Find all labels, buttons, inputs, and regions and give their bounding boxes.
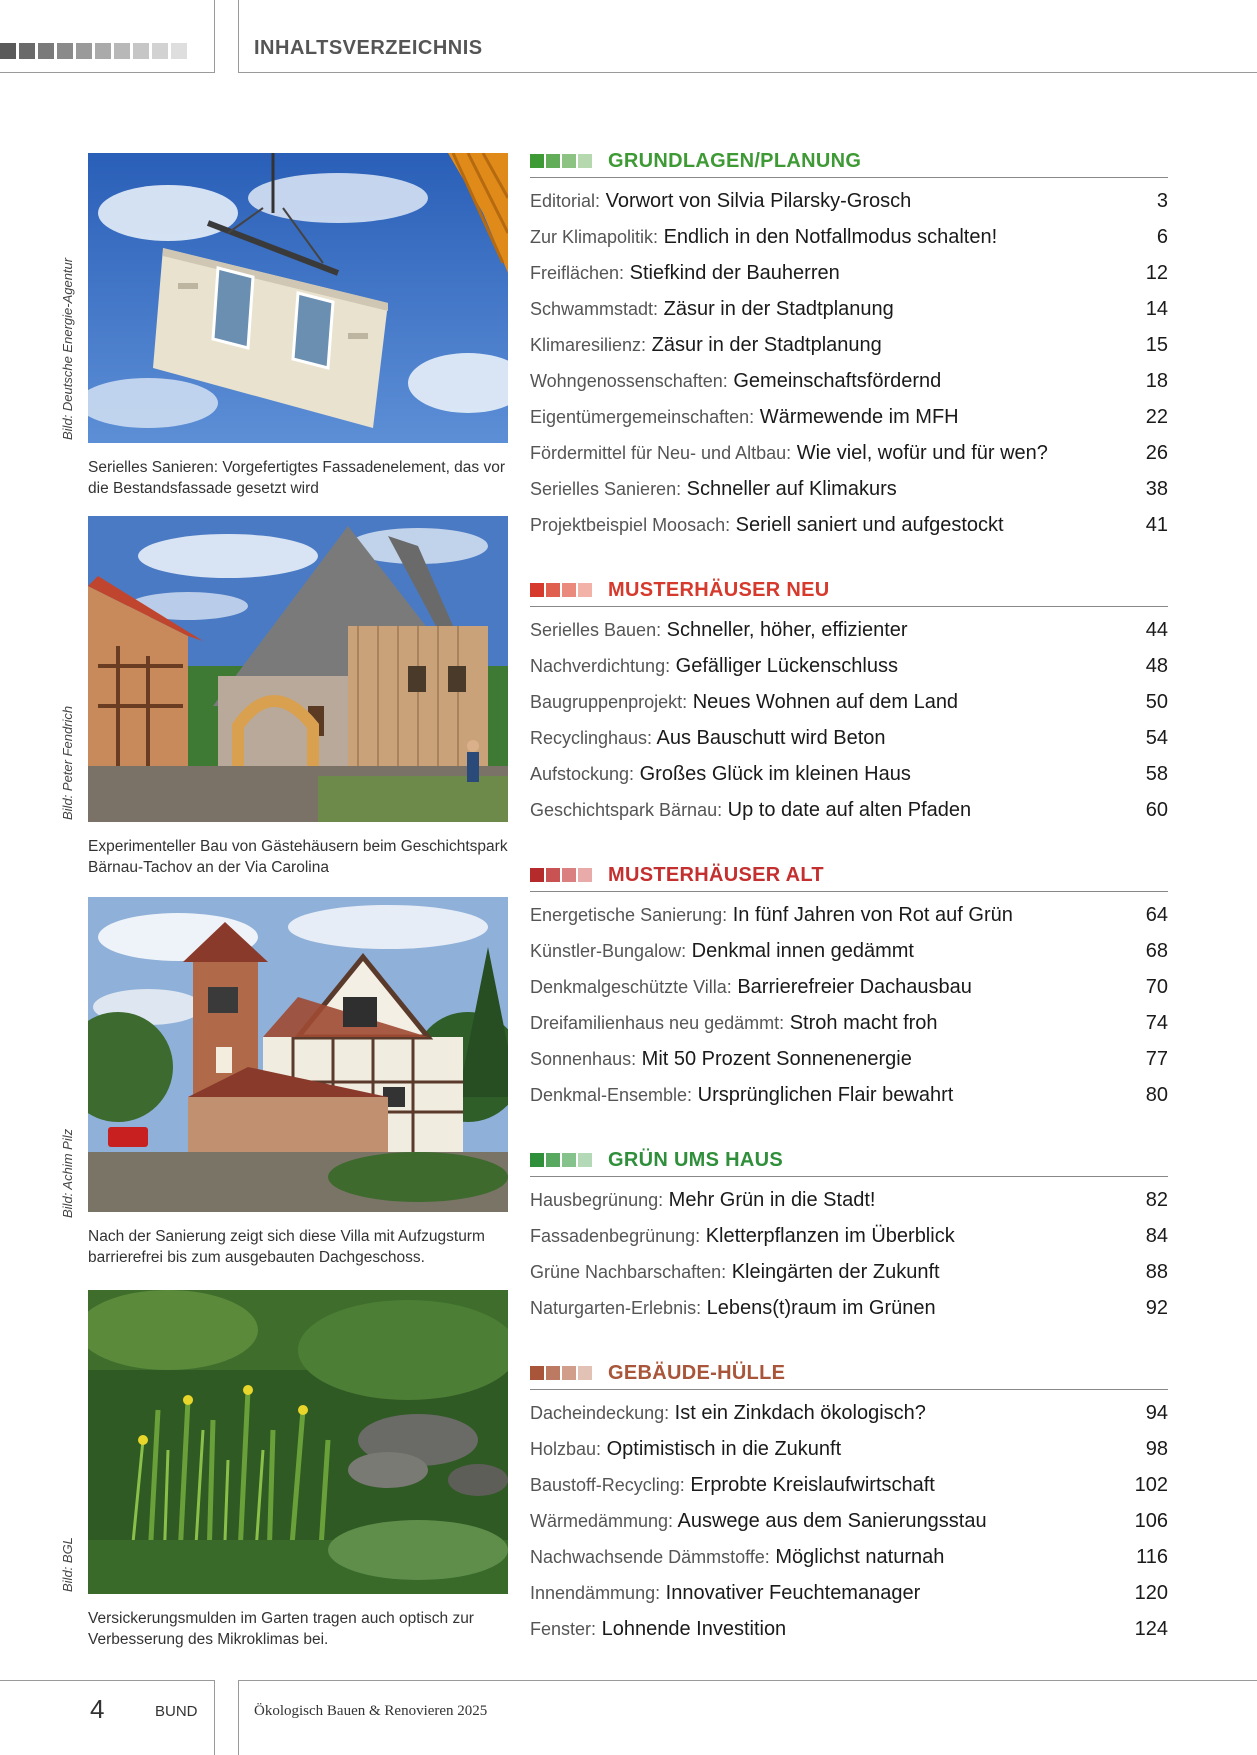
entry-page: 44: [1145, 619, 1168, 641]
entry-topic: Dreifamilienhaus neu gedämmt:: [530, 1013, 785, 1033]
photo-block-2: [88, 516, 508, 878]
toc-entry[interactable]: [530, 1041, 1168, 1077]
entry-page: 14: [1145, 298, 1168, 320]
header-square: [171, 43, 187, 59]
entry-title: Mehr Grün in die Stadt!: [668, 1189, 876, 1211]
section-square: [530, 868, 544, 882]
entry-title: Stiefkind der Bauherren: [629, 262, 840, 284]
entry-topic: Künstler-Bungalow:: [530, 941, 687, 961]
toc-section-musterhaeuser-neu: [530, 574, 1168, 828]
page-number: 4: [90, 1694, 105, 1724]
toc-entry[interactable]: [530, 648, 1168, 684]
section-title: MUSTERHÄUSER ALT: [608, 863, 824, 886]
section-entries: [530, 178, 1168, 543]
section-title: GRUNDLAGEN/PLANUNG: [608, 149, 862, 172]
toc-section-gruen-ums-haus: [530, 1144, 1168, 1326]
entry-title: Zäsur in der Stadtplanung: [663, 298, 894, 320]
entry-title: Neues Wohnen auf dem Land: [692, 691, 959, 713]
entry-page: 48: [1145, 655, 1168, 677]
entry-topic: Recyclinghaus:: [530, 728, 653, 748]
entry-title: Wie viel, wofür und für wen?: [796, 442, 1048, 464]
toc-entry[interactable]: [530, 1218, 1168, 1254]
entry-topic: Zur Klimapolitik:: [530, 227, 659, 247]
section-squares: [530, 1366, 592, 1380]
entry-title: Möglichst naturnah: [775, 1546, 945, 1568]
entry-title: Seriell saniert und aufgestockt: [735, 514, 1004, 536]
header-squares: [0, 43, 187, 59]
entry-title: Schneller auf Klimakurs: [686, 478, 897, 500]
entry-topic: Geschichtspark Bärnau:: [530, 800, 723, 820]
entry-page: 84: [1145, 1225, 1168, 1247]
entry-topic: Editorial:: [530, 191, 601, 211]
section-squares: [530, 154, 592, 168]
toc-entry[interactable]: [530, 327, 1168, 363]
toc-entry[interactable]: [530, 756, 1168, 792]
entry-page: 15: [1145, 334, 1168, 356]
entry-topic: Serielles Bauen:: [530, 620, 662, 640]
entry-page: 102: [1134, 1474, 1168, 1496]
toc-entry[interactable]: [530, 1467, 1168, 1503]
entry-title: Lohnende Investition: [601, 1618, 787, 1640]
entry-topic: Grüne Nachbarschaften:: [530, 1262, 727, 1282]
section-square: [546, 583, 560, 597]
photo-block-1: [88, 153, 508, 499]
entry-title: Kletterpflanzen im Überblick: [705, 1225, 955, 1247]
entry-page: 18: [1145, 370, 1168, 392]
toc-entry[interactable]: [530, 1611, 1168, 1647]
section-square: [530, 583, 544, 597]
toc-section-grundlagen: [530, 145, 1168, 543]
entry-title: Ist ein Zinkdach ökologisch?: [674, 1402, 926, 1424]
header-square: [95, 43, 111, 59]
entry-page: 98: [1145, 1438, 1168, 1460]
section-square: [562, 1366, 576, 1380]
entry-topic: Hausbegrünung:: [530, 1190, 664, 1210]
section-squares: [530, 583, 592, 597]
entry-title: Vorwort von Silvia Pilarsky-Grosch: [605, 190, 912, 212]
toc-entry[interactable]: [530, 219, 1168, 255]
entry-page: 88: [1145, 1261, 1168, 1283]
entry-topic: Fenster:: [530, 1619, 597, 1639]
section-title: GRÜN UMS HAUS: [608, 1148, 784, 1171]
entry-title: Mit 50 Prozent Sonnenenergie: [641, 1048, 912, 1070]
toc-entry[interactable]: [530, 1077, 1168, 1113]
section-square: [578, 1153, 592, 1167]
photo-credit: Bild: BGL: [60, 1537, 75, 1592]
entry-topic: Nachwachsende Dämmstoffe:: [530, 1547, 770, 1567]
entry-topic: Dacheindeckung:: [530, 1403, 670, 1423]
entry-topic: Wohngenossenschaften:: [530, 371, 728, 391]
entry-topic: Baustoff-Recycling:: [530, 1475, 685, 1495]
photo-block-3: [88, 897, 508, 1268]
section-header: [530, 1357, 1168, 1390]
photo-timber-houses: [88, 516, 508, 822]
toc-entry[interactable]: [530, 1575, 1168, 1611]
entry-title: Gemeinschaftsfördernd: [733, 370, 942, 392]
toc-entry[interactable]: [530, 612, 1168, 648]
header-square: [19, 43, 35, 59]
section-header: [530, 1144, 1168, 1177]
section-square: [562, 1153, 576, 1167]
entry-title: Denkmal innen gedämmt: [691, 940, 914, 962]
entry-page: 68: [1145, 940, 1168, 962]
entry-title: Wärmewende im MFH: [759, 406, 959, 428]
entry-page: 12: [1145, 262, 1168, 284]
entry-title: Schneller, höher, effizienter: [666, 619, 908, 641]
photo-caption: Serielles Sanieren: Vorgefertigtes Fassadenelement, das vor die Bestandsfassade gesetzt wird: [88, 459, 506, 497]
entry-title: Kleingärten der Zukunft: [731, 1261, 940, 1283]
toc-entry[interactable]: [530, 1503, 1168, 1539]
header-square: [38, 43, 54, 59]
entry-topic: Denkmal-Ensemble:: [530, 1085, 693, 1105]
toc-entry[interactable]: [530, 684, 1168, 720]
toc-entry[interactable]: [530, 792, 1168, 828]
header-square: [114, 43, 130, 59]
entry-title: Gefälliger Lückenschluss: [675, 655, 898, 677]
section-square: [562, 583, 576, 597]
toc-section-gebaeude-huelle: [530, 1357, 1168, 1647]
section-entries: [530, 892, 1168, 1113]
entry-topic: Aufstockung:: [530, 764, 635, 784]
toc-entry[interactable]: [530, 1431, 1168, 1467]
entry-title: Up to date auf alten Pfaden: [727, 799, 972, 821]
section-square: [562, 154, 576, 168]
section-entries: [530, 607, 1168, 828]
entry-page: 60: [1145, 799, 1168, 821]
header-square: [152, 43, 168, 59]
entry-topic: Baugruppenprojekt:: [530, 692, 688, 712]
entry-page: 80: [1145, 1084, 1168, 1106]
entry-topic: Energetische Sanierung:: [530, 905, 728, 925]
toc-entry[interactable]: [530, 1539, 1168, 1575]
header-left-box: [0, 0, 215, 73]
toc-entry[interactable]: [530, 435, 1168, 471]
entry-page: 58: [1145, 763, 1168, 785]
entry-title: Auswege aus dem Sanierungsstau: [677, 1510, 987, 1532]
toc-entry[interactable]: [530, 1254, 1168, 1290]
entry-title: Optimistisch in die Zukunft: [606, 1438, 842, 1460]
photo-block-4: [88, 1290, 508, 1650]
entry-topic: Sonnenhaus:: [530, 1049, 637, 1069]
photo-villa: [88, 897, 508, 1212]
toc-entry[interactable]: [530, 1005, 1168, 1041]
photo-caption: Nach der Sanierung zeigt sich diese Villa mit Aufzugsturm barrierefrei bis zum ausgebauten Dachgeschoss.: [88, 1228, 485, 1266]
entry-page: 50: [1145, 691, 1168, 713]
entry-topic: Serielles Sanieren:: [530, 479, 682, 499]
entry-page: 77: [1145, 1048, 1168, 1070]
section-square: [530, 1366, 544, 1380]
entry-page: 41: [1145, 514, 1168, 536]
section-square: [546, 1153, 560, 1167]
section-title: GEBÄUDE-HÜLLE: [608, 1361, 786, 1384]
entry-page: 74: [1145, 1012, 1168, 1034]
entry-title: Barrierefreier Dachausbau: [737, 976, 972, 998]
photo-garden: [88, 1290, 508, 1594]
entry-page: 106: [1134, 1510, 1168, 1532]
toc-entry[interactable]: [530, 507, 1168, 543]
section-square: [578, 154, 592, 168]
section-header: [530, 145, 1168, 178]
toc-entry[interactable]: [530, 255, 1168, 291]
entry-page: 54: [1145, 727, 1168, 749]
entry-page: 82: [1145, 1189, 1168, 1211]
photo-caption: Experimenteller Bau von Gästehäusern beim Geschichtspark Bärnau-Tachov an der Via Carolina: [88, 838, 508, 876]
entry-title: Endlich in den Notfallmodus schalten!: [663, 226, 998, 248]
entry-topic: Schwammstadt:: [530, 299, 659, 319]
entry-topic: Denkmalgeschützte Villa:: [530, 977, 732, 997]
entry-page: 3: [1156, 190, 1168, 212]
photo-facade-element: [88, 153, 508, 443]
toc-entry[interactable]: [530, 1290, 1168, 1326]
entry-page: 22: [1145, 406, 1168, 428]
section-title: MUSTERHÄUSER NEU: [608, 578, 830, 601]
section-entries: [530, 1390, 1168, 1647]
entry-title: In fünf Jahren von Rot auf Grün: [732, 904, 1013, 926]
header-square: [133, 43, 149, 59]
entry-title: Lebens(t)raum im Grünen: [706, 1297, 936, 1319]
entry-topic: Klimaresilienz:: [530, 335, 647, 355]
entry-topic: Nachverdichtung:: [530, 656, 671, 676]
entry-title: Zäsur in der Stadtplanung: [651, 334, 882, 356]
section-square: [578, 868, 592, 882]
entry-topic: Eigentümergemeinschaften:: [530, 407, 755, 427]
section-square: [562, 868, 576, 882]
publisher-label: BUND: [155, 1703, 198, 1720]
entry-page: 120: [1134, 1582, 1168, 1604]
entry-topic: Innendämmung:: [530, 1583, 661, 1603]
toc-entry[interactable]: [530, 933, 1168, 969]
magazine-title: Ökologisch Bauen & Renovieren 2025: [254, 1703, 488, 1719]
entry-topic: Freiflächen:: [530, 263, 625, 283]
photo-credit: Bild: Achim Pilz: [60, 1128, 75, 1218]
entry-title: Innovativer Feuchtemanager: [665, 1582, 921, 1604]
photo-credit: Bild: Deutsche Energie-Agentur: [60, 257, 75, 440]
entry-title: Ursprünglichen Flair bewahrt: [697, 1084, 954, 1106]
section-square: [546, 868, 560, 882]
entry-title: Aus Bauschutt wird Beton: [656, 727, 886, 749]
toc-entry[interactable]: [530, 1182, 1168, 1218]
section-header: [530, 574, 1168, 607]
toc-section-musterhaeuser-alt: [530, 859, 1168, 1113]
section-entries: [530, 1177, 1168, 1326]
header-square: [57, 43, 73, 59]
section-square: [530, 1153, 544, 1167]
section-squares: [530, 1153, 592, 1167]
toc-entry[interactable]: [530, 720, 1168, 756]
entry-page: 94: [1145, 1402, 1168, 1424]
toc-entry[interactable]: [530, 291, 1168, 327]
photo-caption: Versickerungsmulden im Garten tragen auch optisch zur Verbesserung des Mikroklimas bei.: [88, 1610, 474, 1648]
entry-page: 124: [1134, 1618, 1168, 1640]
section-square: [546, 1366, 560, 1380]
entry-page: 6: [1156, 226, 1168, 248]
page-title: INHALTSVERZEICHNIS: [254, 37, 483, 59]
toc-entry[interactable]: [530, 471, 1168, 507]
section-square: [530, 154, 544, 168]
section-header: [530, 859, 1168, 892]
toc-entry[interactable]: [530, 1395, 1168, 1431]
entry-page: 38: [1145, 478, 1168, 500]
section-square: [578, 1366, 592, 1380]
entry-page: 116: [1136, 1546, 1168, 1568]
toc-entry[interactable]: [530, 897, 1168, 933]
header-square: [0, 43, 16, 59]
toc-entry[interactable]: [530, 183, 1168, 219]
section-square: [546, 154, 560, 168]
toc-entry[interactable]: [530, 363, 1168, 399]
photo-credit: Bild: Peter Fendrich: [60, 705, 75, 820]
entry-topic: Projektbeispiel Moosach:: [530, 515, 731, 535]
entry-page: 92: [1145, 1297, 1168, 1319]
section-squares: [530, 868, 592, 882]
entry-topic: Fassadenbegrünung:: [530, 1226, 701, 1246]
entry-topic: Holzbau:: [530, 1439, 602, 1459]
entry-topic: Wärmedämmung:: [530, 1511, 674, 1531]
entry-page: 26: [1145, 442, 1168, 464]
entry-title: Stroh macht froh: [789, 1012, 938, 1034]
toc-entry[interactable]: [530, 399, 1168, 435]
entry-title: Erprobte Kreislaufwirtschaft: [690, 1474, 935, 1496]
header-square: [76, 43, 92, 59]
entry-page: 70: [1145, 976, 1168, 998]
entry-topic: Naturgarten-Erlebnis:: [530, 1298, 702, 1318]
entry-page: 64: [1145, 904, 1168, 926]
entry-title: Großes Glück im kleinen Haus: [639, 763, 911, 785]
toc-entry[interactable]: [530, 969, 1168, 1005]
section-square: [578, 583, 592, 597]
entry-topic: Fördermittel für Neu- und Altbau:: [530, 443, 792, 463]
